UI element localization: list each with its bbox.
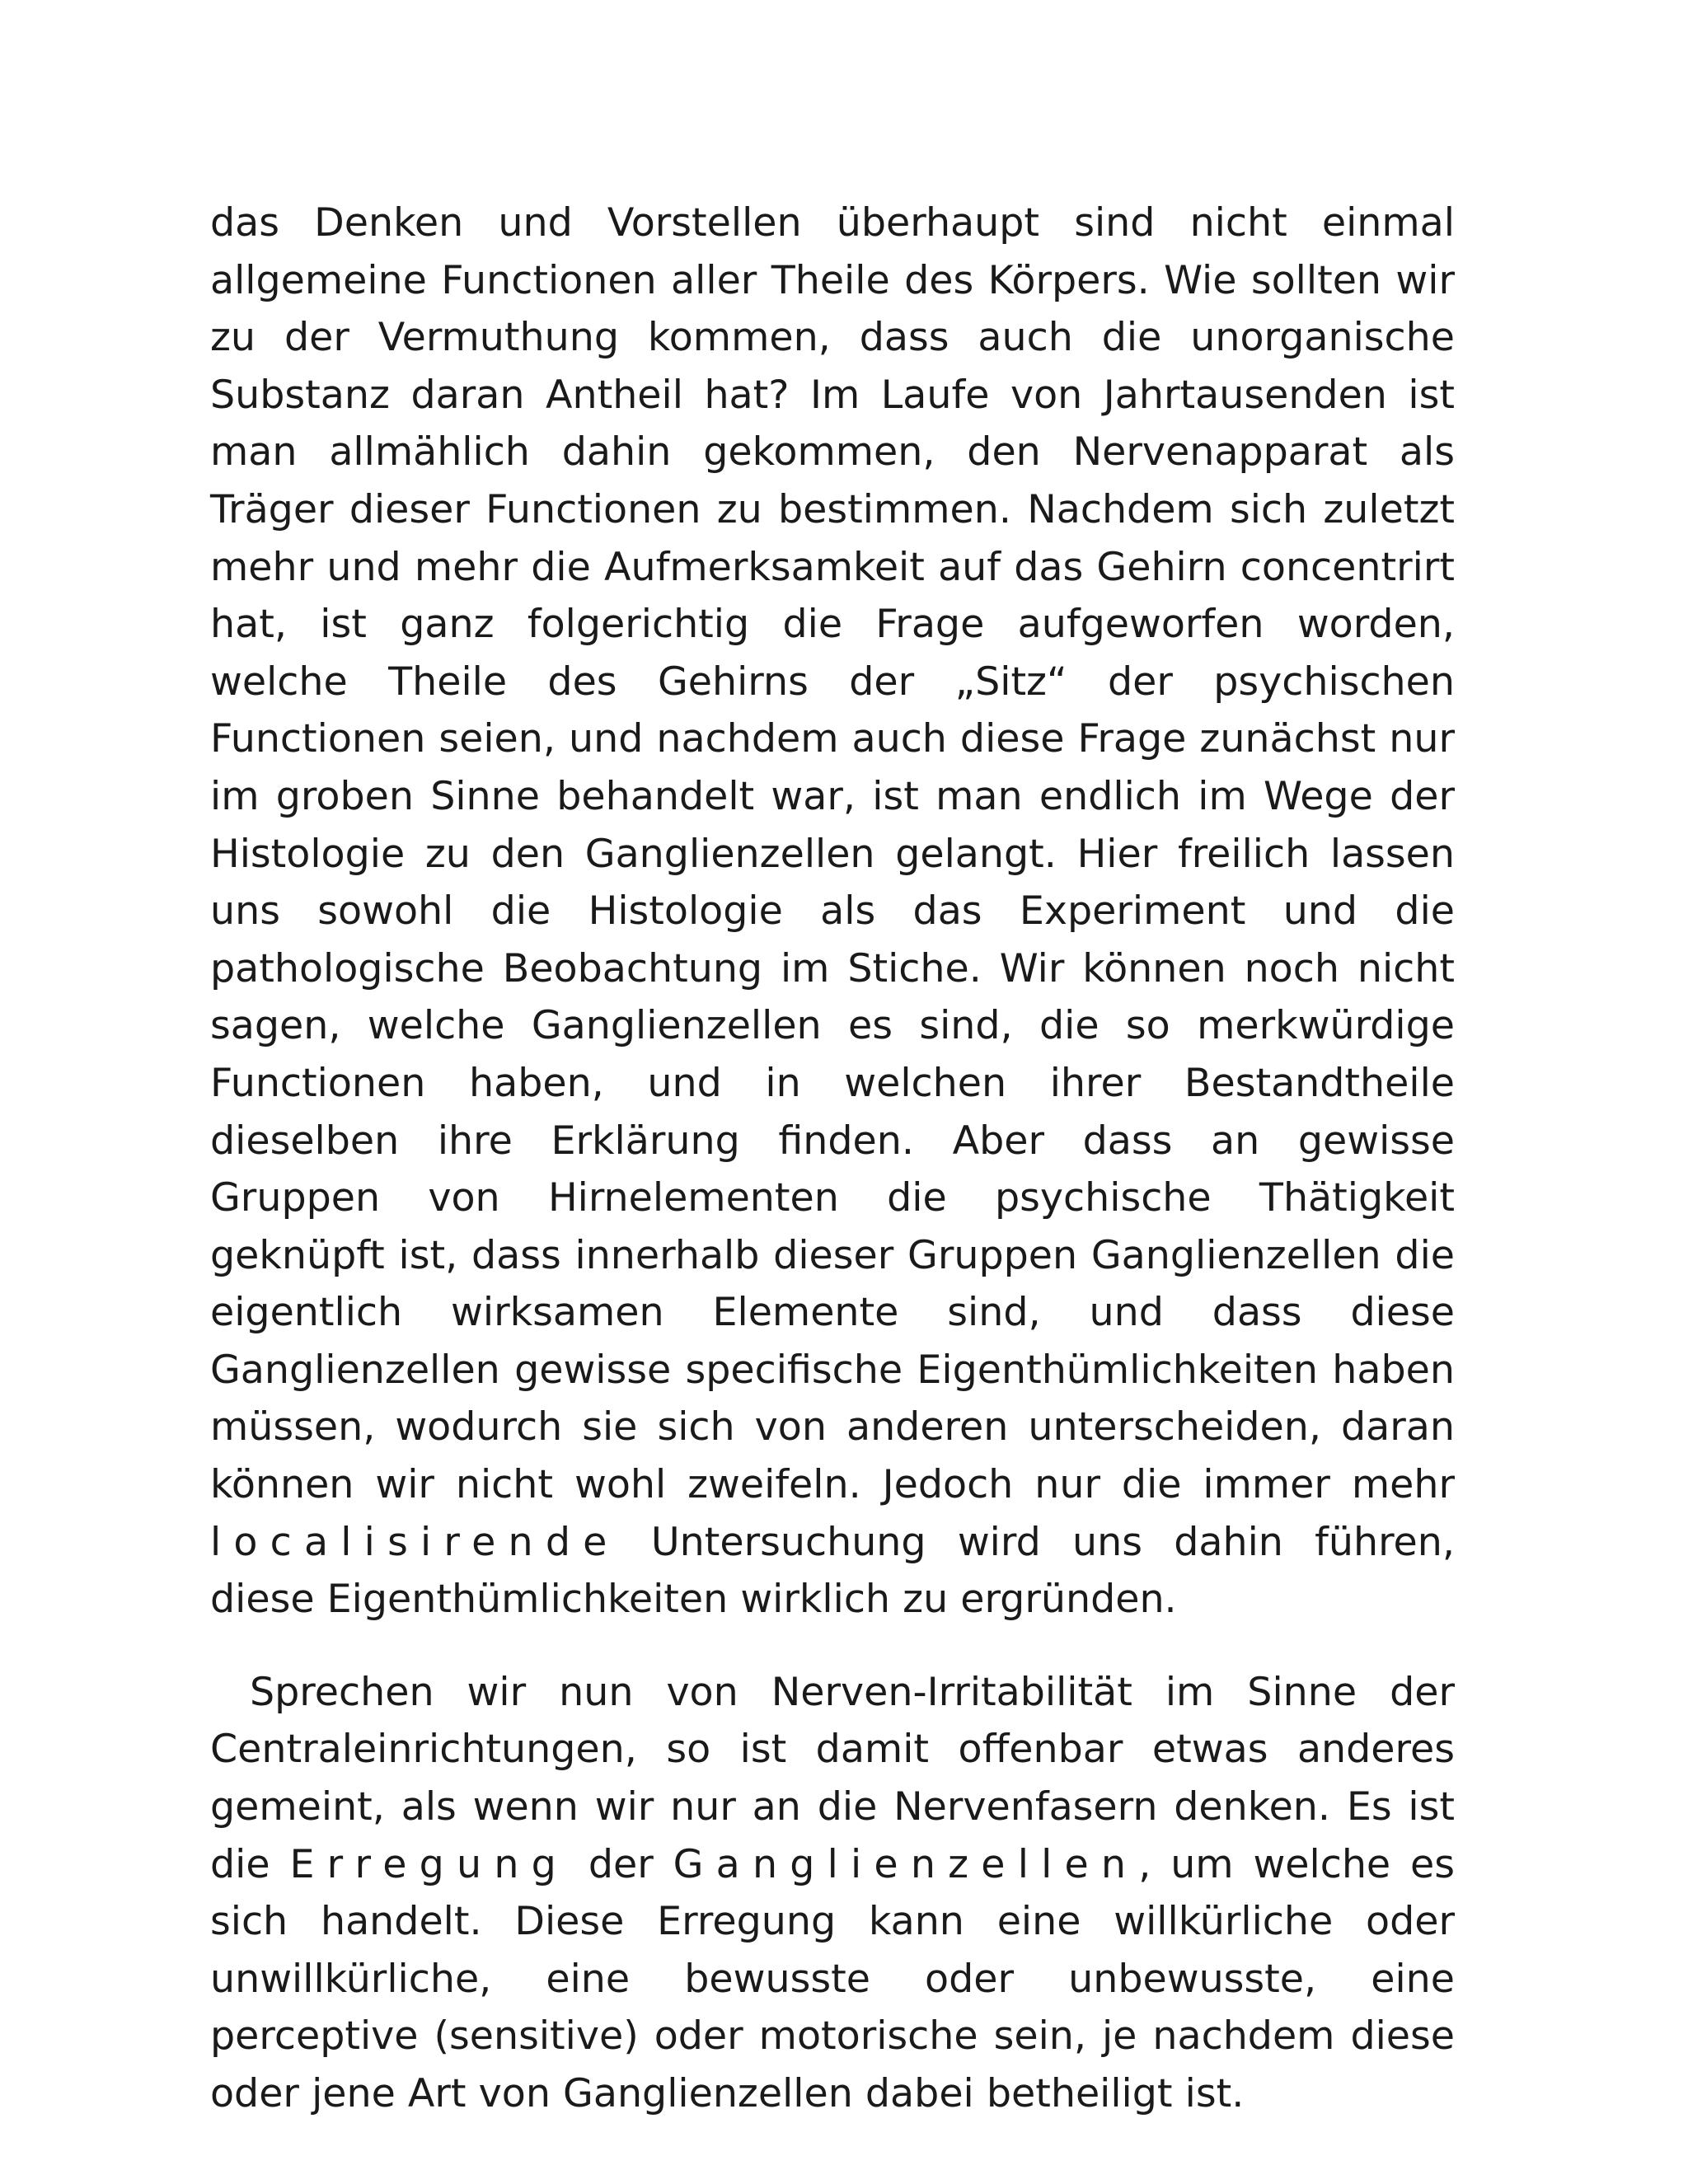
emphasis-erregung: Erregung [289, 1841, 569, 1887]
paragraph-2-text-c: , um welche es sich handelt. Diese Erregung kann eine willkürliche oder unwillkürliche, eine bewusste oder unbewusste, eine perceptive (sensitive) oder motorische sein, je nachdem diese oder jene Art von Ganglienzellen dabei betheiligt ist. [210, 1841, 1455, 2116]
paragraph-1-text-b: Untersuchung wird uns dahin führen, diese Eigenthümlichkeiten wirklich zu ergründen. [210, 1519, 1455, 1623]
emphasis-ganglienzellen: Ganglienzellen [673, 1841, 1139, 1887]
paragraph-2-text-a: Sprechen wir nun von Nerven-Irritabilität im Sinne der Centraleinrichtungen, so ist damit offenbar etwas anderes gemeint, als wenn wir nur an die Nervenfasern denken. Es ist die [210, 1669, 1455, 1887]
paragraph-2-text-b: der [568, 1841, 673, 1887]
paragraph-2 [210, 1664, 1455, 2123]
emphasis-localisirende: localisirende [210, 1519, 620, 1565]
document-page [210, 194, 1455, 2123]
paragraph-1-text-a: das Denken und Vorstellen überhaupt sind nicht einmal allgemeine Functionen aller Theile des Körpers. Wie sollten wir zu der Vermuthung kommen, dass auch die unorganische Substanz daran Antheil hat? Im Laufe von Jahrtausenden ist man allmählich dahin gekommen, den Nervenapparat als Träger dieser Functionen zu bestimmen. Nachdem sich zuletzt mehr und mehr die Aufmerksamkeit auf das Gehirn concentrirt hat, ist ganz folgerichtig die Frage aufgeworfen worden, welche Theile des Gehirns der „Sitz“ der psychischen Functionen seien, und nachdem auch diese Frage zunächst nur im groben Sinne behandelt war, ist man endlich im Wege der Histologie zu den Ganglienzellen gelangt. Hier freilich lassen uns sowohl die Histologie als das Experiment und die pathologische Beobachtung im Stiche. Wir können noch nicht sagen, welche Ganglienzellen es sind, die so merkwürdige Functionen haben, und in welchen ihrer Bestandtheile dieselben ihre Erklärung finden. Aber dass an gewisse Gruppen von Hirnelementen die psychische Thätigkeit geknüpft ist, dass innerhalb dieser Gruppen Ganglienzellen die eigentlich wirksamen Elemente sind, und dass diese Ganglienzellen gewisse specifische Eigenthümlichkeiten haben müssen, wodurch sie sich von anderen unterscheiden, daran können wir nicht wohl zweifeln. Jedoch nur die immer mehr [210, 200, 1455, 1508]
paragraph-1 [210, 194, 1455, 1629]
